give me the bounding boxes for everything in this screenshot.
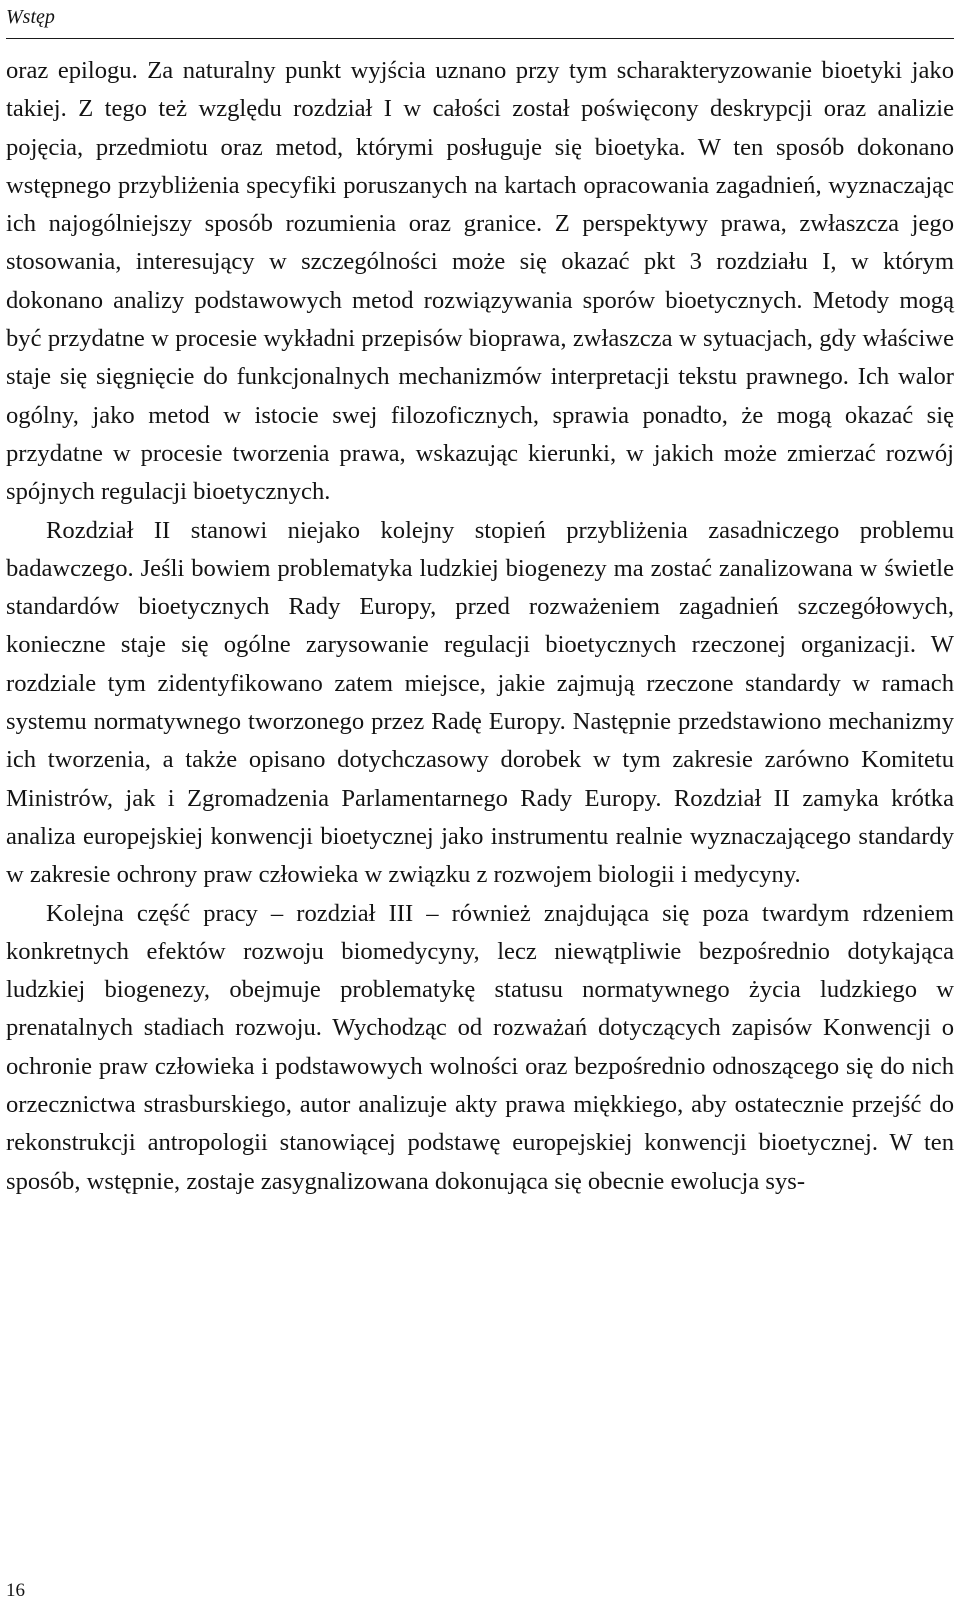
paragraph-continuation: oraz epilogu. Za naturalny punkt wyjścia uznano przy tym scharakteryzowanie bioetyki jako takiej. Z tego też względu rozdział I w całości został poświęcony deskrypcji oraz analizie pojęcia, przedmiotu oraz metod, którymi posługuje się bioetyka. W ten sposób dokonano wstępnego przybliżenia specyfiki poruszanych na kartach opracowania zagadnień, wyznaczając ich najogólniejszy sposób rozumienia oraz granice. Z perspektywy prawa, zwłaszcza jego stosowania, interesujący w szczególności może się okazać pkt 3 rozdziału I, w którym dokonano analizy podstawowych metod rozwiązywania sporów bioetycznych. Metody mogą być przydatne w procesie wykładni przepisów bioprawa, zwłaszcza w sytuacjach, gdy właściwe staje się sięgnięcie do funkcjonalnych mechanizmów interpretacji tekstu prawnego. Ich walor ogólny, jako metod w istocie swej filozoficznych, sprawia ponadto, że mogą okazać się przydatne w procesie tworzenia prawa, wskazując kierunki, w jakich może zmierzać rozwój spójnych regulacji bioetycznych. — [6, 57, 954, 506]
paragraph-chapter-3: Kolejna część pracy – rozdział III – również znajdująca się poza twardym rdzeniem konkretnych efektów rozwoju biomedycyny, lecz niewątpliwie bezpośrednio dotykająca ludzkiej biogenezy, obejmuje problematykę statusu normatywnego życia ludzkiego w prenatalnych stadiach rozwoju. Wychodząc od rozważań dotyczących zapisów Konwencji o ochronie praw człowieka i podstawowych wolności oraz bezpośrednio odnoszącego się do nich orzecznictwa strasburskiego, autor analizuje akty prawa miękkiego, aby ostatecznie przejść do rekonstrukcji antropologii stanowiącej podstawę europejskiej konwencji bioetycznej. W ten sposób, wstępnie, zostaje zasygnalizowana dokonująca się obecnie ewolucja sys- — [6, 899, 954, 1195]
running-head: Wstęp — [6, 6, 55, 28]
body-text — [6, 52, 954, 1201]
page-number: 16 — [6, 1580, 25, 1601]
paragraph-chapter-2: Rozdział II stanowi niejako kolejny stopień przybliżenia zasadniczego problemu badawczego. Jeśli bowiem problematyka ludzkiej biogenezy ma zostać zanalizowana w świetle standardów bioetycznych Rady Europy, przed rozważeniem zagadnień szczegółowych, konieczne staje się ogólne zarysowanie regulacji bioetycznych rzeczonej organizacji. W rozdziale tym zidentyfikowano zatem miejsce, jakie zajmują rzeczone standardy w ramach systemu normatywnego tworzonego przez Radę Europy. Następnie przedstawiono mechanizmy ich tworzenia, a także opisano dotychczasowy dorobek w tym zakresie zarówno Komitetu Ministrów, jak i Zgromadzenia Parlamentarnego Rady Europy. Rozdział II zamyka krótka analiza europejskiej konwencji bioetycznej jako instrumentu realnie wyznaczającego standardy w zakresie ochrony praw człowieka w związku z rozwojem biologii i medycyny. — [6, 516, 954, 889]
page-header — [6, 0, 954, 39]
